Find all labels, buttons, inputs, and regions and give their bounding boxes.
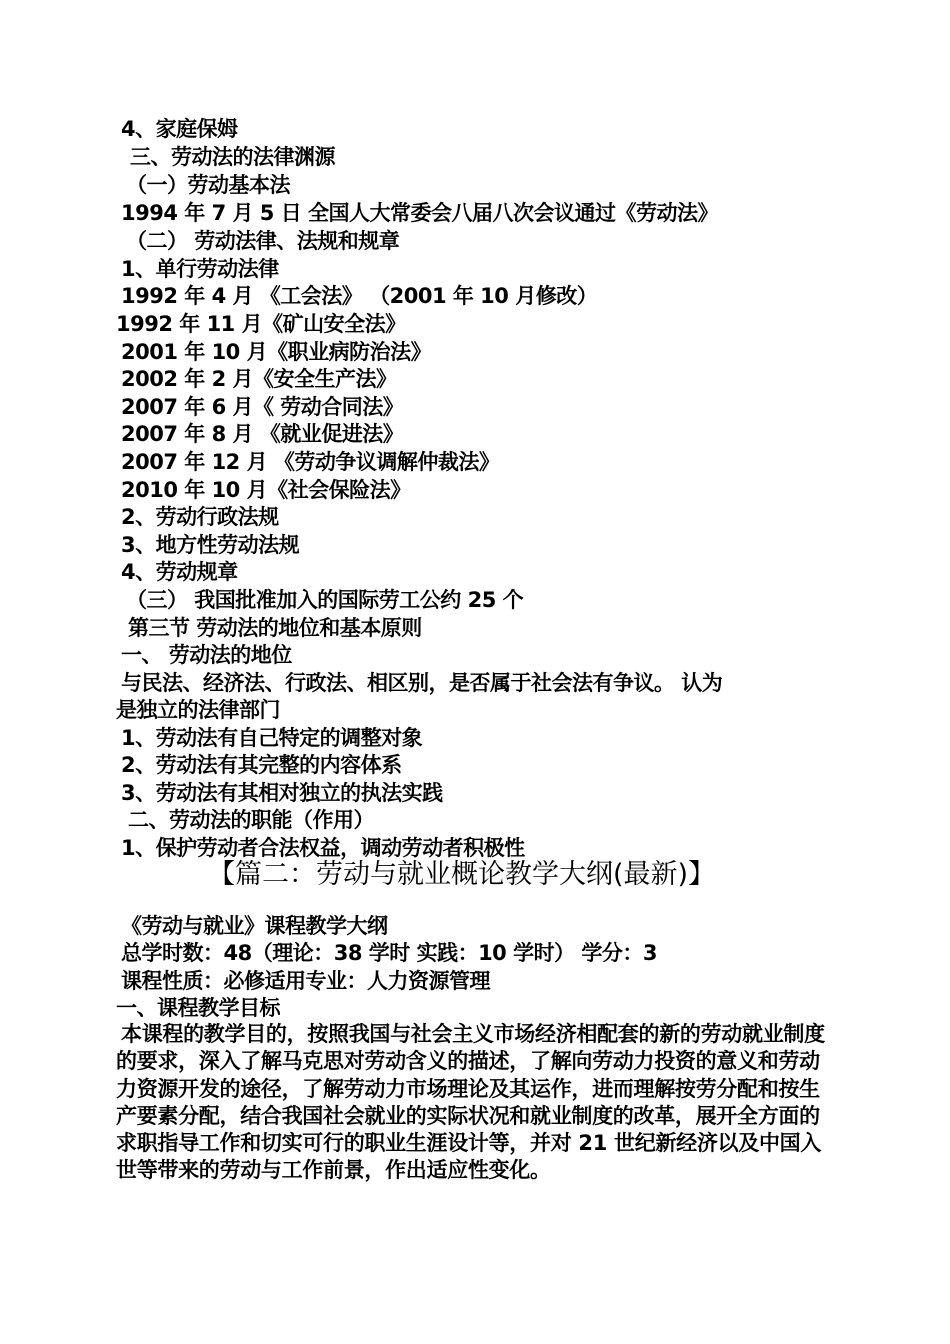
law-entry: 1992 年 11 月《矿山安全法》: [116, 312, 406, 336]
subsection-heading: （三） 我国批准加入的国际劳工公约 25 个: [126, 588, 524, 612]
text-line: 4、劳动规章: [121, 560, 238, 584]
law-entry: 2002 年 2 月《安全生产法》: [121, 367, 397, 391]
law-entry: 2007 年 6 月《 劳动合同法》: [121, 395, 404, 419]
text-line: 总学时数：48（理论：38 学时 实践：10 学时） 学分：3: [121, 941, 658, 965]
text-line: 是独立的法律部门: [116, 698, 280, 722]
text-line: 1、单行劳动法律: [121, 257, 279, 281]
section-heading: 第三节 劳动法的地位和基本原则: [128, 616, 422, 640]
law-entry: 2001 年 10 月《职业病防治法》: [121, 340, 432, 364]
subsection-heading: （二） 劳动法律、法规和规章: [126, 229, 400, 253]
text-line: 4、家庭保姆: [121, 117, 238, 141]
subsection-heading: （一）劳动基本法: [126, 173, 290, 197]
section-heading: 三、劳动法的法律渊源: [130, 145, 335, 169]
text-line: 3、劳动法有其相对独立的执法实践: [121, 781, 443, 805]
text-line: 1、劳动法有自己特定的调整对象: [121, 726, 423, 750]
text-line: 1、保护劳动者合法权益，调动劳动者积极性: [121, 836, 525, 860]
text-line: 课程性质：必修适用专业：人力资源管理: [121, 969, 490, 993]
section-heading: 一、课程教学目标: [116, 996, 280, 1020]
law-entry: 2007 年 8 月 《就业促进法》: [121, 422, 404, 446]
text-line: 2、劳动法有其完整的内容体系: [121, 753, 402, 777]
law-entry: 2010 年 10 月《社会保险法》: [121, 478, 411, 502]
body-paragraph: 本课程的教学目的，按照我国与社会主义市场经济相配套的新的劳动就业制度的要求，深入了解马克思对劳动含义的描述，了解向劳动力投资的意义和劳动力资源开发的途径，了解劳动力市场理论及其运作，进而理解按劳分配和按生产要素分配，结合我国社会就业的实际状况和就业制度的改革，展开全方面的求职指导工作和切实可行的职业生涯设计等，并对 21 世纪新经济以及中国入世等带来的劳动与工作前景，作出适应性变化。: [116, 1022, 825, 1183]
text-line: 与民法、经济法、行政法、相区别，是否属于社会法有争议。 认为: [121, 671, 723, 695]
law-entry: 1992 年 4 月 《工会法》 （2001 年 10 月修改）: [121, 284, 598, 308]
law-entry: 2007 年 12 月 《劳动争议调解仲裁法》: [121, 450, 500, 474]
text-line: 1994 年 7 月 5 日 全国人大常委会八届八次会议通过《劳动法》: [121, 201, 719, 225]
document-section-title: 【篇二：劳动与就业概论教学大纲(最新)】: [208, 859, 716, 890]
text-line: 2、劳动行政法规: [121, 505, 279, 529]
course-title: 《劳动与就业》课程教学大纲: [121, 914, 388, 938]
section-heading: 二、劳动法的职能（作用）: [128, 808, 374, 832]
section-heading: 一、 劳动法的地位: [121, 643, 292, 667]
text-line: 3、地方性劳动法规: [121, 533, 300, 557]
